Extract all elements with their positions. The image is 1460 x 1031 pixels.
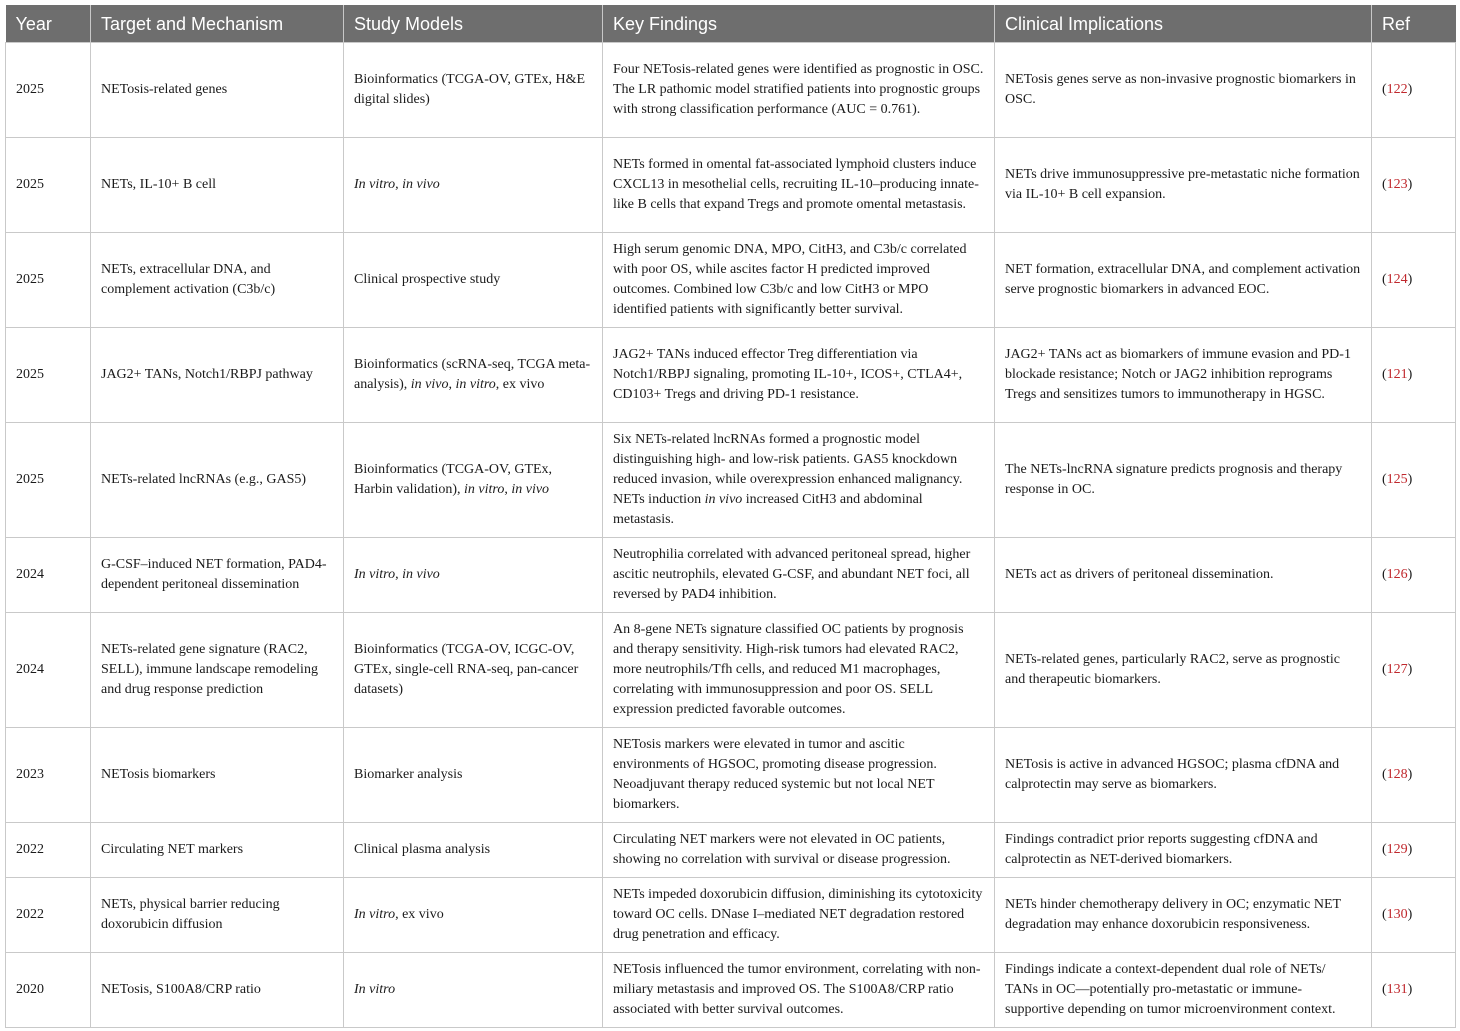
cell-target-mechanism: NETs, extracellular DNA, and complement activation (C3b/c) (91, 233, 344, 328)
cell-year: 2022 (6, 878, 91, 953)
cell-study-models (344, 328, 603, 423)
cell-year: 2025 (6, 423, 91, 538)
header-row (6, 5, 1456, 43)
cell-year: 2025 (6, 328, 91, 423)
text-segment: Bioinformatics (TCGA-OV, ICGC-OV, GTEx, single-cell RNA-seq, pan-cancer datasets) (354, 642, 579, 697)
cell-year: 2024 (6, 613, 91, 728)
studies-table (5, 5, 1456, 1028)
header-ref: Ref (1372, 5, 1456, 43)
cell-key-findings (603, 878, 995, 953)
ref-link[interactable]: 128 (1386, 767, 1408, 782)
text-segment: Biomarker analysis (354, 767, 463, 782)
text-segment: , (448, 377, 456, 392)
text-segment: in vitro (464, 482, 505, 497)
ref-link[interactable]: 127 (1386, 662, 1408, 677)
cell-year: 2020 (6, 953, 91, 1028)
cell-target-mechanism: NETosis biomarkers (91, 728, 344, 823)
cell-study-models (344, 613, 603, 728)
cell-target-mechanism: NETs, physical barrier reducing doxorubicin diffusion (91, 878, 344, 953)
cell-clinical-implications: NETosis genes serve as non-invasive prognostic biomarkers in OSC. (995, 43, 1372, 138)
table-row (6, 613, 1456, 728)
cell-ref: (122) (1372, 43, 1456, 138)
cell-target-mechanism: NETs-related lncRNAs (e.g., GAS5) (91, 423, 344, 538)
text-segment: NETosis markers were elevated in tumor and ascitic environments of HGSOC, promoting disease progression. Neoadjuvant therapy reduced systemic but not local NET biomarkers. (613, 737, 937, 812)
cell-target-mechanism: Circulating NET markers (91, 823, 344, 878)
text-segment: An 8-gene NETs signature classified OC patients by prognosis and therapy sensitivity. High-risk tumors had elevated RAC2, more neutrophils/Tfh cells, and reduced M1 macrophages, correlating with immunosuppression and poor OS. SELL expression predicted favorable outcomes. (613, 622, 964, 717)
cell-ref: (131) (1372, 953, 1456, 1028)
ref-link[interactable]: 123 (1386, 177, 1408, 192)
text-segment: Circulating NET markers were not elevated in OC patients, showing no correlation with survival or disease progression. (613, 832, 951, 867)
cell-ref: (130) (1372, 878, 1456, 953)
cell-study-models (344, 233, 603, 328)
cell-target-mechanism: G-CSF–induced NET formation, PAD4-dependent peritoneal dissemination (91, 538, 344, 613)
cell-key-findings (603, 43, 995, 138)
text-segment: increased CitH3 and abdominal metastasis. (613, 492, 923, 527)
ref-link[interactable]: 121 (1386, 367, 1408, 382)
table-row (6, 328, 1456, 423)
cell-year: 2025 (6, 43, 91, 138)
cell-study-models (344, 138, 603, 233)
cell-ref: (127) (1372, 613, 1456, 728)
text-segment: In vitro (354, 567, 396, 582)
cell-ref: (126) (1372, 538, 1456, 613)
cell-target-mechanism: NETs-related gene signature (RAC2, SELL), immune landscape remodeling and drug response prediction (91, 613, 344, 728)
cell-key-findings (603, 138, 995, 233)
header-study-models: Study Models (344, 5, 603, 43)
cell-key-findings (603, 728, 995, 823)
cell-study-models (344, 878, 603, 953)
cell-key-findings (603, 953, 995, 1028)
text-segment: NETosis influenced the tumor environment, correlating with non-miliary metastasis and improved OS. The S100A8/CRP ratio associated with better survival outcomes. (613, 962, 981, 1017)
cell-year: 2025 (6, 138, 91, 233)
table-row (6, 43, 1456, 138)
cell-clinical-implications: Findings indicate a context-dependent dual role of NETs/ TANs in OC—potentially pro-metastatic or immune-supportive depending on tumor microenvironment context. (995, 953, 1372, 1028)
header-year: Year (6, 5, 91, 43)
text-segment: in vivo (402, 567, 440, 582)
ref-link[interactable]: 131 (1386, 982, 1408, 997)
text-segment: Clinical prospective study (354, 272, 501, 287)
ref-link[interactable]: 126 (1386, 567, 1408, 582)
ref-link[interactable]: 130 (1386, 907, 1408, 922)
cell-study-models (344, 423, 603, 538)
cell-key-findings (603, 423, 995, 538)
cell-clinical-implications: NETs hinder chemotherapy delivery in OC; enzymatic NET degradation may enhance doxorubicin responsiveness. (995, 878, 1372, 953)
table-row (6, 423, 1456, 538)
cell-target-mechanism: JAG2+ TANs, Notch1/RBPJ pathway (91, 328, 344, 423)
table-row (6, 953, 1456, 1028)
cell-key-findings (603, 233, 995, 328)
text-segment: Bioinformatics (TCGA-OV, GTEx, Harbin validation), (354, 462, 553, 497)
cell-study-models (344, 823, 603, 878)
text-segment: High serum genomic DNA, MPO, CitH3, and C3b/c correlated with poor OS, while ascites factor H predicted improved outcomes. Combined low C3b/c and low CitH3 or MPO identified patients with significantly better survival. (613, 242, 967, 317)
ref-link[interactable]: 125 (1386, 472, 1408, 487)
cell-year: 2023 (6, 728, 91, 823)
cell-target-mechanism: NETs, IL-10+ B cell (91, 138, 344, 233)
text-segment: , (504, 482, 512, 497)
text-segment: Six NETs-related lncRNAs formed a prognostic model distinguishing high- and low-risk patients. GAS5 knockdown reduced invasion, while overexpression enhanced malignancy. NETs induction (613, 432, 963, 507)
text-segment: , (395, 567, 403, 582)
text-segment: in vivo (410, 377, 449, 392)
cell-clinical-implications: Findings contradict prior reports suggesting cfDNA and calprotectin as NET-derived biomarkers. (995, 823, 1372, 878)
table-row (6, 233, 1456, 328)
cell-study-models (344, 953, 603, 1028)
cell-ref: (124) (1372, 233, 1456, 328)
text-segment: In vitro (354, 982, 396, 997)
cell-clinical-implications: NETosis is active in advanced HGSOC; plasma cfDNA and calprotectin may serve as biomarkers. (995, 728, 1372, 823)
text-segment: NETs impeded doxorubicin diffusion, diminishing its cytotoxicity toward OC cells. DNase I–mediated NET degradation restored drug penetration and efficacy. (613, 887, 983, 942)
cell-ref: (128) (1372, 728, 1456, 823)
ref-link[interactable]: 122 (1386, 82, 1408, 97)
cell-year: 2024 (6, 538, 91, 613)
cell-key-findings (603, 328, 995, 423)
table-row (6, 538, 1456, 613)
cell-study-models (344, 43, 603, 138)
text-segment: , (395, 177, 403, 192)
table-row (6, 878, 1456, 953)
header-clinical-implications: Clinical Implications (995, 5, 1372, 43)
text-segment: , ex vivo (495, 377, 545, 392)
table-row (6, 823, 1456, 878)
table-row (6, 138, 1456, 233)
cell-year: 2022 (6, 823, 91, 878)
text-segment: in vivo (402, 177, 440, 192)
cell-clinical-implications: NET formation, extracellular DNA, and complement activation serve prognostic biomarkers in advanced EOC. (995, 233, 1372, 328)
text-segment: Four NETosis-related genes were identified as prognostic in OSC. The LR pathomic model stratified patients into prognostic groups with strong classification performance (AUC = 0.761). (613, 62, 984, 117)
cell-clinical-implications: NETs act as drivers of peritoneal dissemination. (995, 538, 1372, 613)
text-segment: In vitro (354, 907, 396, 922)
text-segment: NETs formed in omental fat-associated lymphoid clusters induce CXCL13 in mesothelial cells, recruiting IL-10–producing innate-like B cells that expand Tregs and promote omental metastasis. (613, 157, 979, 212)
cell-target-mechanism: NETosis-related genes (91, 43, 344, 138)
text-segment: In vitro (354, 177, 396, 192)
cell-key-findings (603, 823, 995, 878)
text-segment: , ex vivo (395, 907, 444, 922)
cell-ref: (123) (1372, 138, 1456, 233)
text-segment: in vitro (455, 377, 496, 392)
text-segment: Bioinformatics (scRNA-seq, TCGA meta-analysis), (354, 357, 591, 392)
text-segment: Neutrophilia correlated with advanced peritoneal spread, higher ascitic neutrophils, elevated G-CSF, and abundant NET foci, all reversed by PAD4 inhibition. (613, 547, 971, 602)
cell-year: 2025 (6, 233, 91, 328)
header-key-findings: Key Findings (603, 5, 995, 43)
header-target-mechanism: Target and Mechanism (91, 5, 344, 43)
cell-study-models (344, 728, 603, 823)
cell-clinical-implications: The NETs-lncRNA signature predicts prognosis and therapy response in OC. (995, 423, 1372, 538)
cell-key-findings (603, 613, 995, 728)
ref-link[interactable]: 129 (1386, 842, 1408, 857)
text-segment: Clinical plasma analysis (354, 842, 491, 857)
cell-study-models (344, 538, 603, 613)
cell-clinical-implications: JAG2+ TANs act as biomarkers of immune evasion and PD-1 blockade resistance; Notch or JAG2 inhibition reprograms Tregs and sensitizes tumors to immunotherapy in HGSC. (995, 328, 1372, 423)
ref-link[interactable]: 124 (1386, 272, 1408, 287)
cell-target-mechanism: NETosis, S100A8/CRP ratio (91, 953, 344, 1028)
text-segment: in vivo (704, 492, 743, 507)
cell-clinical-implications: NETs drive immunosuppressive pre-metastatic niche formation via IL-10+ B cell expansion. (995, 138, 1372, 233)
text-segment: JAG2+ TANs induced effector Treg differentiation via Notch1/RBPJ signaling, promoting IL-10+, ICOS+, CTLA4+, CD103+ Tregs and driving PD-1 resistance. (613, 347, 963, 402)
text-segment: Bioinformatics (TCGA-OV, GTEx, H&E digital slides) (354, 72, 586, 107)
table-body (6, 43, 1456, 1028)
cell-ref: (125) (1372, 423, 1456, 538)
table-row (6, 728, 1456, 823)
text-segment: in vivo (511, 482, 550, 497)
cell-ref: (129) (1372, 823, 1456, 878)
cell-ref: (121) (1372, 328, 1456, 423)
cell-clinical-implications: NETs-related genes, particularly RAC2, serve as prognostic and therapeutic biomarkers. (995, 613, 1372, 728)
cell-key-findings (603, 538, 995, 613)
